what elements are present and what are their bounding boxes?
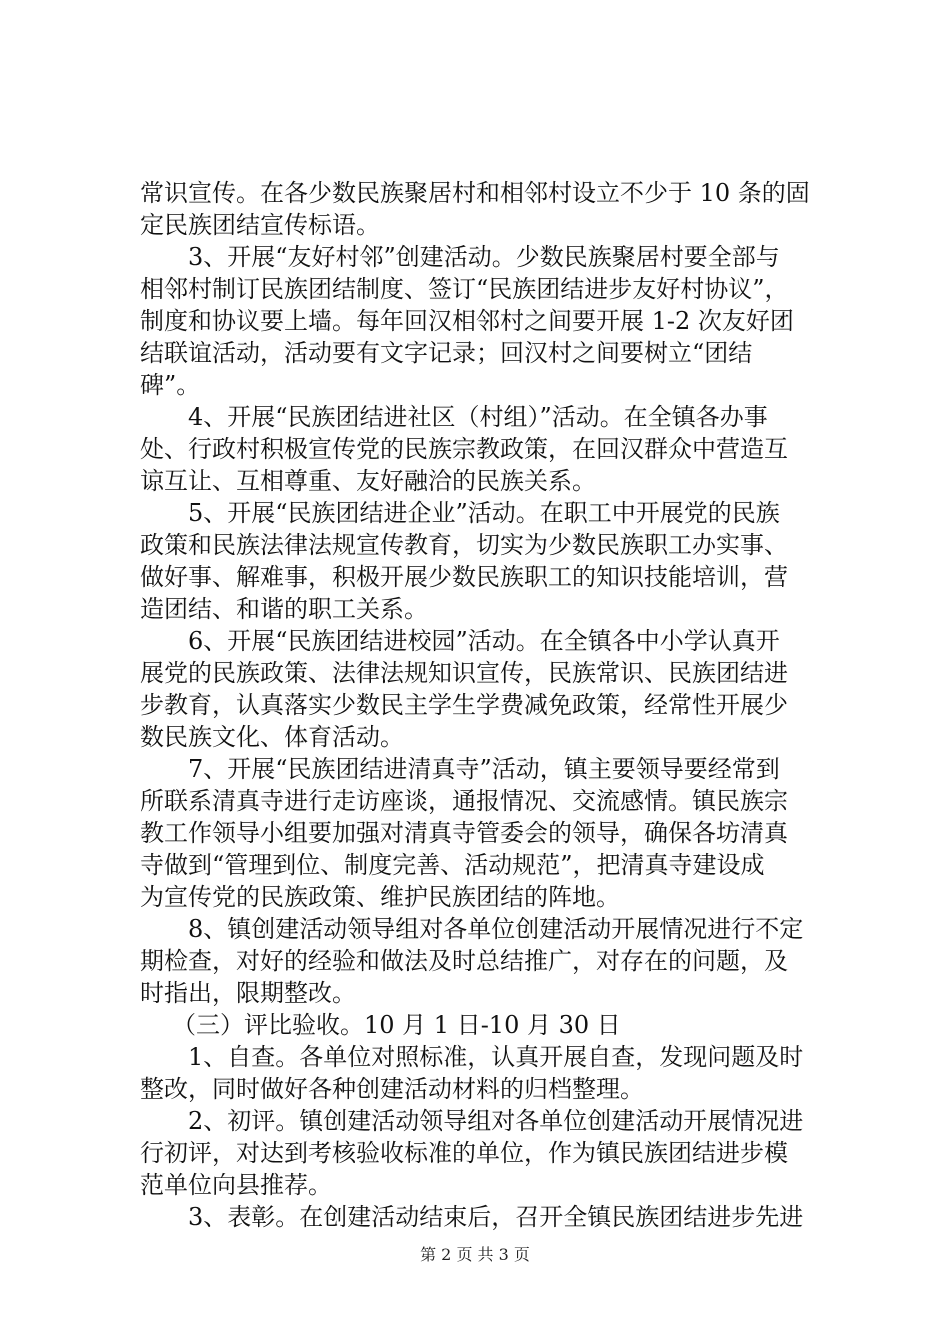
text-line: 谅互让、互相尊重、友好融洽的民族关系。 [140, 467, 596, 495]
text-line: 3、开展“友好村邻”创建活动。少数民族聚居村要全部与 [188, 243, 780, 271]
text-line: 时指出，限期整改。 [140, 979, 356, 1007]
text-line: 结联谊活动，活动要有文字记录；回汉村之间要树立“团结 [140, 339, 753, 367]
text-line: 7、开展“民族团结进清真寺”活动，镇主要领导要经常到 [188, 755, 780, 783]
text-line: 常识宣传。在各少数民族聚居村和相邻村设立不少于 10 条的固 [140, 179, 810, 207]
text-line: 6、开展“民族团结进校园”活动。在全镇各中小学认真开 [188, 627, 780, 655]
text-line: 步教育，认真落实少数民主学生学费减免政策，经常性开展少 [140, 691, 788, 719]
text-line: 所联系清真寺进行走访座谈，通报情况、交流感情。镇民族宗 [140, 787, 788, 815]
text-line: 整改，同时做好各种创建活动材料的归档整理。 [140, 1075, 644, 1103]
text-line: 定民族团结宣传标语。 [140, 211, 380, 239]
text-line: 政策和民族法律法规宣传教育，切实为少数民族职工办实事、 [140, 531, 788, 559]
text-line: 8、镇创建活动领导组对各单位创建活动开展情况进行不定 [188, 915, 804, 943]
text-line: 寺做到“管理到位、制度完善、活动规范”，把清真寺建设成 [140, 851, 765, 879]
text-line: 碑”。 [140, 371, 201, 399]
text-line: 期检查，对好的经验和做法及时总结推广，对存在的问题，及 [140, 947, 788, 975]
text-line: 4、开展“民族团结进社区（村组）”活动。在全镇各办事 [188, 403, 768, 431]
text-line: 处、行政村积极宣传党的民族宗教政策，在回汉群众中营造互 [140, 435, 788, 463]
text-line: 造团结、和谐的职工关系。 [140, 595, 428, 623]
text-line: 2、初评。镇创建活动领导组对各单位创建活动开展情况进 [188, 1107, 804, 1135]
text-line: 制度和协议要上墙。每年回汉相邻村之间要开展 1-2 次友好团 [140, 307, 794, 335]
text-line: 做好事、解难事，积极开展少数民族职工的知识技能培训，营 [140, 563, 788, 591]
text-line: 5、开展“民族团结进企业”活动。在职工中开展党的民族 [188, 499, 780, 527]
text-line: 教工作领导小组要加强对清真寺管委会的领导，确保各坊清真 [140, 819, 788, 847]
text-line: 1、自查。各单位对照标准，认真开展自查，发现问题及时 [188, 1043, 804, 1071]
page-number-footer: 第 2 页 共 3 页 [420, 1245, 530, 1264]
text-line: 范单位向县推荐。 [140, 1171, 332, 1199]
section-heading: （三）评比验收。10 月 1 日-10 月 30 日 [172, 1011, 621, 1039]
text-line: 3、表彰。在创建活动结束后，召开全镇民族团结进步先进 [188, 1203, 804, 1231]
text-line: 为宣传党的民族政策、维护民族团结的阵地。 [140, 883, 620, 911]
text-line: 行初评，对达到考核验收标准的单位，作为镇民族团结进步模 [140, 1139, 788, 1167]
text-line: 相邻村制订民族团结制度、签订“民族团结进步友好村协议”， [140, 275, 789, 303]
text-line: 展党的民族政策、法律法规知识宣传，民族常识、民族团结进 [140, 659, 788, 687]
text-line: 数民族文化、体育活动。 [140, 723, 404, 751]
